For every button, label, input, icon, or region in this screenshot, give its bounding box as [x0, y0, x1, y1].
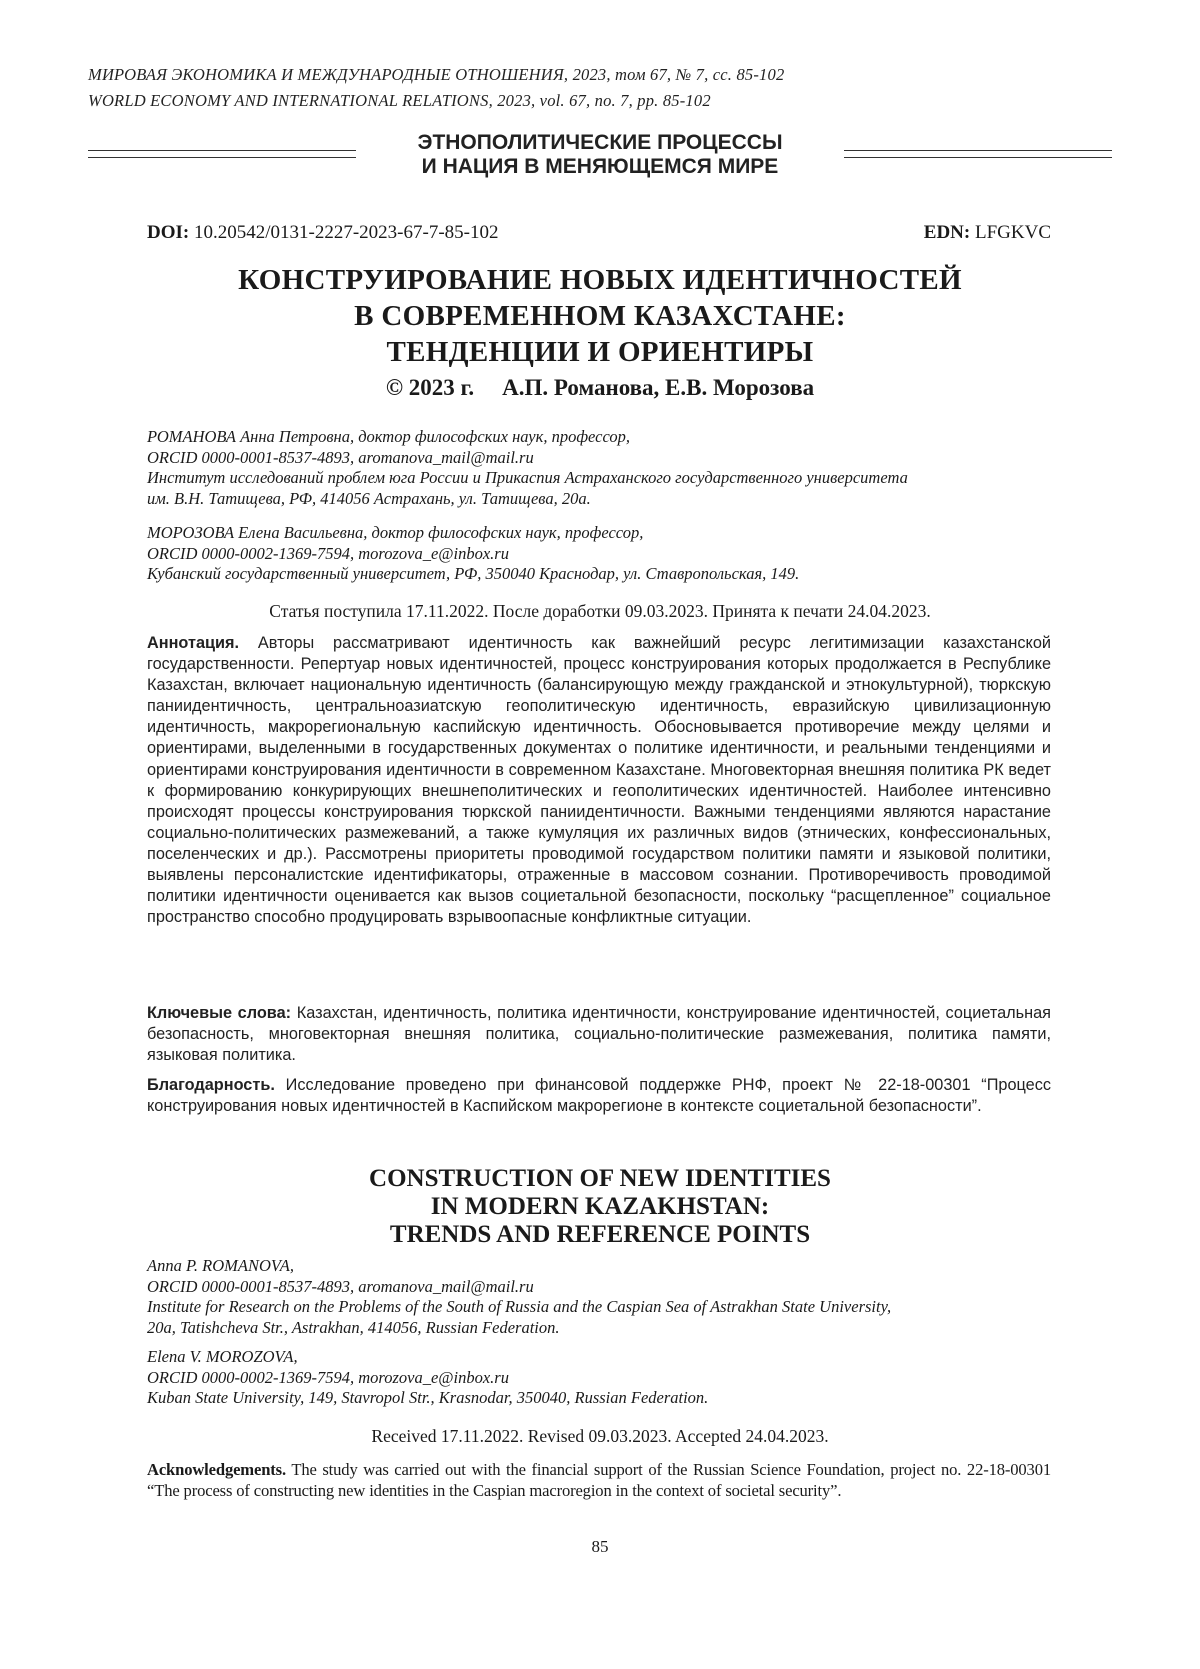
abstract: [147, 633, 1051, 928]
byline: [100, 374, 1100, 402]
author-line: ORCID 0000-0001-8537-4893, aromanova_mail@mail.ru: [147, 1276, 534, 1296]
received-dates-ru: Статья поступила 17.11.2022. После доработки 09.03.2023. Принята к печати 24.04.2023.: [269, 601, 931, 621]
section-rule-left: [88, 150, 356, 158]
title-en-line2: IN MODERN KAZAKHSTAN:: [430, 1193, 770, 1220]
author-line: ORCID 0000-0002-1369-7594, morozova_e@inbox.ru: [147, 543, 509, 563]
acknowledgement-en-text: The study was carried out with the financial support of the Russian Science Foundation, project no. 22-18-00301 “The process of constructing new identities in the Caspian macroregion in the context of societal security”.: [147, 1460, 1051, 1500]
author-line: 20a, Tatishcheva Str., Astrakhan, 414056, Russian Federation.: [147, 1317, 560, 1337]
author-block-romanova-ru: [147, 427, 1077, 509]
author-line: Институт исследований проблем юга России и Прикаспия Астраханского государственного университета: [147, 468, 908, 487]
author-line: Elena V. MOROZOVA,: [147, 1347, 298, 1366]
author-block-romanova-en: [147, 1256, 1077, 1338]
author-block-morozova-ru: [147, 523, 1077, 585]
section-rule-right: [844, 150, 1112, 158]
edn-label: EDN:: [923, 222, 971, 243]
author-block-morozova-en: [147, 1347, 1077, 1409]
article-identifiers: [147, 222, 1051, 244]
author-line: МОРОЗОВА Елена Васильевна, доктор философских наук, профессор,: [147, 523, 644, 542]
author-line: Anna P. ROMANOVA,: [147, 1256, 294, 1275]
journal-line-en: WORLD ECONOMY AND INTERNATIONAL RELATIONS, 2023, vol. 67, no. 7, pp. 85-102: [88, 91, 711, 110]
section-title: [358, 131, 842, 179]
title-en-line1: CONSTRUCTION OF NEW IDENTITIES: [369, 1165, 831, 1192]
author-line: Кубанский государственный университет, РФ, 350040 Краснодар, ул. Ставропольская, 149.: [147, 564, 800, 583]
author-line: РОМАНОВА Анна Петровна, доктор философских наук, профессор,: [147, 427, 631, 446]
section-title-line2: И НАЦИЯ В МЕНЯЮЩЕМСЯ МИРЕ: [421, 155, 779, 178]
journal-header: [88, 62, 784, 114]
author-line: ORCID 0000-0001-8537-4893, aromanova_mail@mail.ru: [147, 447, 534, 467]
title-ru-line3: ТЕНДЕНЦИИ И ОРИЕНТИРЫ: [386, 336, 814, 368]
doi: [147, 222, 498, 244]
acknowledgement-en-label: Acknowledgements.: [147, 1460, 286, 1479]
acknowledgement-en: [147, 1459, 1051, 1501]
keywords: [147, 1003, 1051, 1066]
author-line: Kuban State University, 149, Stavropol Str., Krasnodar, 350040, Russian Federation.: [147, 1388, 709, 1407]
copyright-year: © 2023 г.: [385, 375, 475, 400]
title-ru-line1: КОНСТРУИРОВАНИЕ НОВЫХ ИДЕНТИЧНОСТЕЙ: [238, 264, 962, 296]
author-line: Institute for Research on the Problems of the South of Russia and the Caspian Sea of Astrakhan State University,: [147, 1297, 892, 1316]
abstract-label: Аннотация.: [147, 634, 240, 652]
byline-authors: А.П. Романова, Е.В. Морозова: [502, 375, 815, 400]
acknowledgement-ru-text: Исследование проведено при финансовой поддержке РНФ, проект № 22-18-00301 “Процесс конструирования новых идентичностей в Каспийском макрорегионе в контексте социетальной безопасности”.: [147, 1076, 1051, 1116]
abstract-text: Авторы рассматривают идентичность как важнейший ресурс легитимизации казахстанской государственности. Репертуар новых идентичностей, процесс конструирования которых продолжается в Республике Казахстан, включает национальную идентичность (балансирующую между гражданской и этнокультурной), тюркскую паниидентичность, центральноазиатскую геополитическую идентичность, евразийскую цивилизационную идентичность, макрорегиональную каспийскую идентичность. Обосновывается противоречие между целями и ориентирами, выделенными в государственных документах о политике идентичности, и реальными тенденциями и ориентирами конструирования идентичности в современном Казахстане. Многовекторная внешняя политика РК ведет к формированию конкурирующих внешнеполитических и геополитических идентичностей. Наиболее интенсивно происходят процессы конструирования тюркской паниидентичности. Важными тенденциями являются нарастание социально-политических размежеваний, а также кумуляция их различных видов (этнических, конфессиональных, поселенческих и др.). Рассмотрены приоритеты проводимой государством политики памяти и языковой политики, выявлены персоналистские идентификаторы, отраженные в массовом сознании. Противоречивость проводимой политики идентичности оценивается как вызов социетальной безопасности, поскольку “расщепленное” социальное пространство способно продуцировать взрывоопасные конфликтные ситуации.: [147, 634, 1051, 927]
received-dates-en: Received 17.11.2022. Revised 09.03.2023. Accepted 24.04.2023.: [371, 1426, 829, 1446]
acknowledgement-ru-label: Благодарность.: [147, 1076, 275, 1094]
article-title-ru: [100, 262, 1100, 370]
journal-line-ru: МИРОВАЯ ЭКОНОМИКА И МЕЖДУНАРОДНЫЕ ОТНОШЕНИЯ, 2023, том 67, № 7, сс. 85-102: [88, 65, 785, 84]
page-number: 85: [591, 1537, 609, 1556]
edn-value: LFGKVC: [974, 222, 1051, 243]
author-line: ORCID 0000-0002-1369-7594, morozova_e@inbox.ru: [147, 1367, 509, 1387]
section-title-line1: ЭТНОПОЛИТИЧЕСКИЕ ПРОЦЕССЫ: [417, 131, 783, 154]
author-line: им. В.Н. Татищева, РФ, 414056 Астрахань, ул. Татищева, 20а.: [147, 488, 591, 508]
title-en-line3: TRENDS AND REFERENCE POINTS: [389, 1221, 811, 1248]
doi-label: DOI:: [147, 222, 190, 243]
acknowledgement-ru: [147, 1075, 1051, 1117]
keywords-label: Ключевые слова:: [147, 1004, 292, 1022]
doi-value: 10.20542/0131-2227-2023-67-7-85-102: [193, 222, 499, 243]
keywords-text: Казахстан, идентичность, политика идентичности, конструирование идентичностей, социетальная безопасность, многовекторная внешняя политика, социально-политические размежевания, политика памяти, языковая политика.: [147, 1004, 1052, 1065]
edn: [924, 222, 1051, 244]
title-ru-line2: В СОВРЕМЕННОМ КАЗАХСТАНЕ:: [354, 300, 846, 332]
article-title-en: [100, 1165, 1100, 1249]
section-heading: [88, 133, 1112, 181]
